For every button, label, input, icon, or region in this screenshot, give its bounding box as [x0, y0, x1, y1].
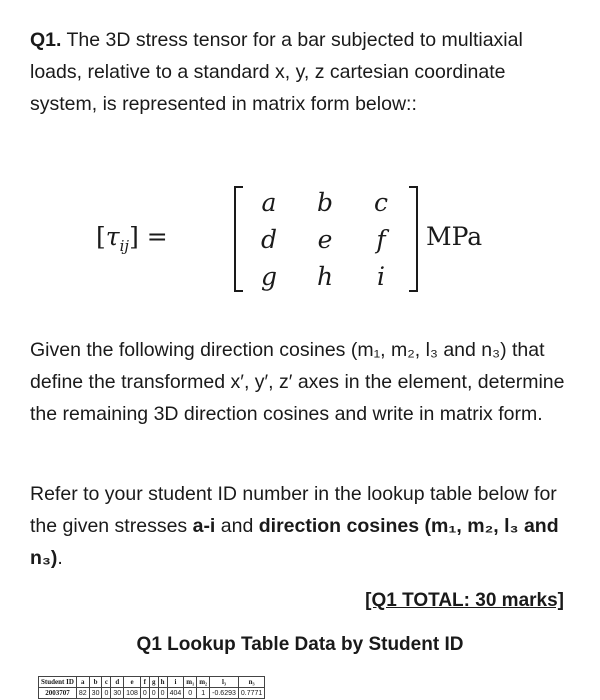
col-header: a [76, 677, 89, 688]
table-cell: 108 [124, 688, 141, 699]
tensor-symbol: $[\tau_{ij}]$ = [96, 222, 168, 255]
matrix-cell: f [376, 225, 386, 254]
table-cell: 30 [89, 688, 102, 699]
question-block [30, 24, 575, 120]
table-title: Q1 Lookup Table Data by Student ID [136, 634, 464, 655]
matrix-cell: h [316, 262, 334, 291]
col-header: f [140, 677, 149, 688]
table-cell: 30 [111, 688, 124, 699]
given-paragraph: Given the following direction cosines (m₁, m₂, l₃ and n₃) that define the transformed x′, y′, z′ axes in the element, determine the remaining 3D direction cosines and write in matrix form. [30, 339, 565, 425]
matrix-cell: i [377, 262, 385, 291]
refer-paragraph: Refer to your student ID number in the lookup table below for the given stresses a-i and direction cosines (m₁, m₂, l₃ and n₃). [30, 483, 559, 569]
refer-bold-cosines: direction cosines (m₁, m₂, l₃ and n₃) [30, 515, 559, 569]
total-marks: [Q1 TOTAL: 30 marks] [365, 590, 564, 611]
matrix-right-bracket [409, 186, 418, 292]
col-header: i [167, 677, 184, 688]
table-cell: 0.7771 [238, 688, 264, 699]
matrix-left-bracket [234, 186, 243, 292]
table-header-row [39, 677, 265, 688]
matrix-cell: e [317, 225, 333, 254]
matrix-cell: a [261, 188, 277, 217]
question-intro: The 3D stress tensor for a bar subjected to multiaxial loads, relative to a standard x, y, z cartesian coordinate system, is represented in matrix form below:: [30, 29, 523, 115]
table-cell: 1 [197, 688, 210, 699]
table-cell: 0 [149, 688, 158, 699]
table-row [39, 688, 265, 699]
col-header: d [111, 677, 124, 688]
stress-matrix [234, 182, 418, 300]
matrix-cell: c [373, 188, 388, 217]
col-header: l₃ [210, 677, 239, 688]
refer-bold-stresses: a-i [192, 515, 216, 537]
col-header: h [158, 677, 167, 688]
table-cell: 0 [102, 688, 111, 699]
matrix-cell: b [316, 188, 333, 217]
col-header: g [149, 677, 158, 688]
col-header: e [124, 677, 141, 688]
table-cell: 0 [184, 688, 197, 699]
col-header: m₁ [184, 677, 197, 688]
table-cell: 82 [76, 688, 89, 699]
table-cell: -0.6293 [210, 688, 239, 699]
table-cell: 2003707 [39, 688, 77, 699]
matrix-cell: d [260, 225, 277, 254]
col-header: m₂ [197, 677, 210, 688]
table-cell: 0 [140, 688, 149, 699]
col-header: Student ID [39, 677, 77, 688]
col-header: n₃ [238, 677, 264, 688]
stress-unit: MPa [426, 222, 483, 251]
lookup-table [38, 676, 265, 699]
table-cell: 0 [158, 688, 167, 699]
question-number: Q1. [30, 29, 62, 51]
table-cell: 404 [167, 688, 184, 699]
col-header: b [89, 677, 102, 688]
matrix-cell: g [260, 262, 277, 291]
col-header: c [102, 677, 111, 688]
